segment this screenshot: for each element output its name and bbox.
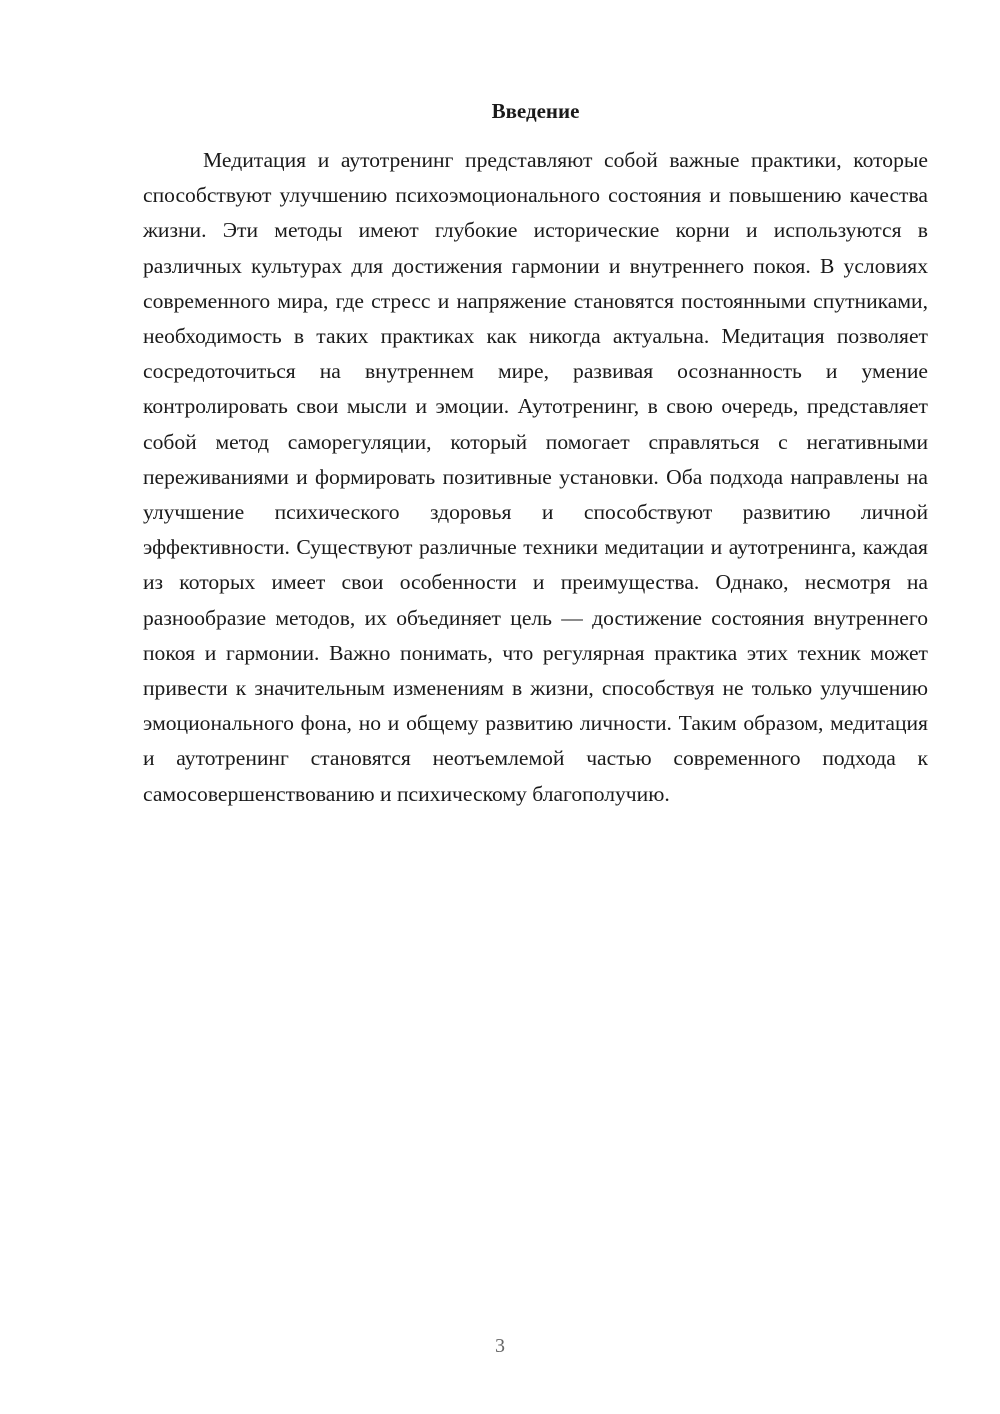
page-number: 3 [495, 1335, 505, 1357]
section-heading: Введение [491, 99, 580, 123]
body-paragraph: Медитация и аутотренинг представляют собой важные практики, которые способствуют улучшению психоэмоционального состояния и повышению качества жизни. Эти методы имеют глубокие исторические корни и используются в различных культурах для достижения гармонии и внутреннего покоя. В условиях современного мира, где стресс и напряжение становятся постоянными спутниками, необходимость в таких практиках как никогда актуальна. Медитация позволяет сосредоточиться на внутреннем мире, развивая осознанность и умение контролировать свои мысли и эмоции. Аутотренинг, в свою очередь, представляет собой метод саморегуляции, который помогает справляться с негативными переживаниями и формировать позитивные установки. Оба подхода направлены на улучшение психического здоровья и способствуют развитию личной эффективности. Существуют различные техники медитации и аутотренинга, каждая из которых имеет свои особенности и преимущества. Однако, несмотря на разнообразие методов, их объединяет цель — достижение состояния внутреннего покоя и гармонии. Важно понимать, что регулярная практика этих техник может привести к значительным изменениям в жизни, способствуя не только улучшению эмоционального фона, но и общему развитию личности. Таким образом, медитация и аутотренинг становятся неотъемлемой частью современного подхода к самосовершенствованию и психическому благополучию. [143, 148, 928, 806]
